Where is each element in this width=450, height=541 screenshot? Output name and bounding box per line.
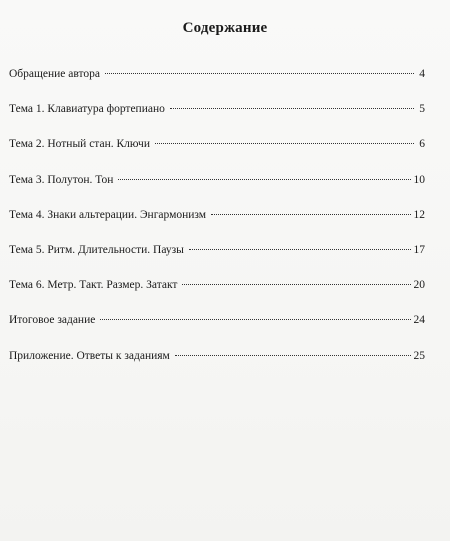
dot-leader [100, 319, 410, 320]
toc-entry [9, 102, 425, 124]
toc-entry [9, 313, 425, 335]
table-of-contents [9, 67, 425, 384]
toc-entry-page: 25 [413, 349, 425, 362]
toc-entry [9, 208, 425, 230]
toc-entry-page: 12 [413, 208, 425, 221]
toc-entry-page: 17 [413, 243, 425, 256]
dot-leader [170, 108, 414, 109]
dot-leader [155, 143, 414, 144]
toc-entry-label: Тема 4. Знаки альтерации. Энгармонизм [9, 208, 207, 221]
toc-entry [9, 243, 425, 265]
dot-leader [182, 284, 410, 285]
toc-entry [9, 173, 425, 195]
toc-entry-label: Тема 2. Нотный стан. Ключи [9, 138, 150, 151]
dot-leader [211, 214, 410, 215]
toc-entry-page: 24 [413, 314, 425, 327]
toc-entry-label: Итоговое задание [9, 314, 96, 327]
toc-entry-page: 6 [419, 138, 425, 151]
toc-entry-page: 20 [413, 279, 425, 292]
toc-entry-page: 5 [419, 103, 425, 116]
toc-entry-label: Тема 3. Полутон. Тон [9, 173, 114, 186]
toc-entry-page: 10 [413, 173, 425, 186]
toc-entry [9, 349, 425, 371]
page-title: Содержание [182, 20, 268, 36]
toc-entry-label: Обращение автора [9, 68, 100, 80]
toc-entry-label: Тема 5. Ритм. Длительности. Паузы [9, 243, 184, 256]
dot-leader [189, 249, 411, 250]
toc-entry [9, 137, 425, 159]
toc-entry [9, 67, 425, 89]
toc-entry-label: Приложение. Ответы к заданиям [9, 349, 170, 362]
toc-entry [9, 278, 425, 300]
dot-leader [175, 355, 411, 356]
toc-entry-label: Тема 1. Клавиатура фортепиано [9, 103, 165, 116]
toc-entry-page: 4 [419, 68, 425, 80]
dot-leader [118, 179, 410, 180]
dot-leader [105, 73, 414, 74]
toc-entry-label: Тема 6. Метр. Такт. Размер. Затакт [9, 279, 178, 292]
